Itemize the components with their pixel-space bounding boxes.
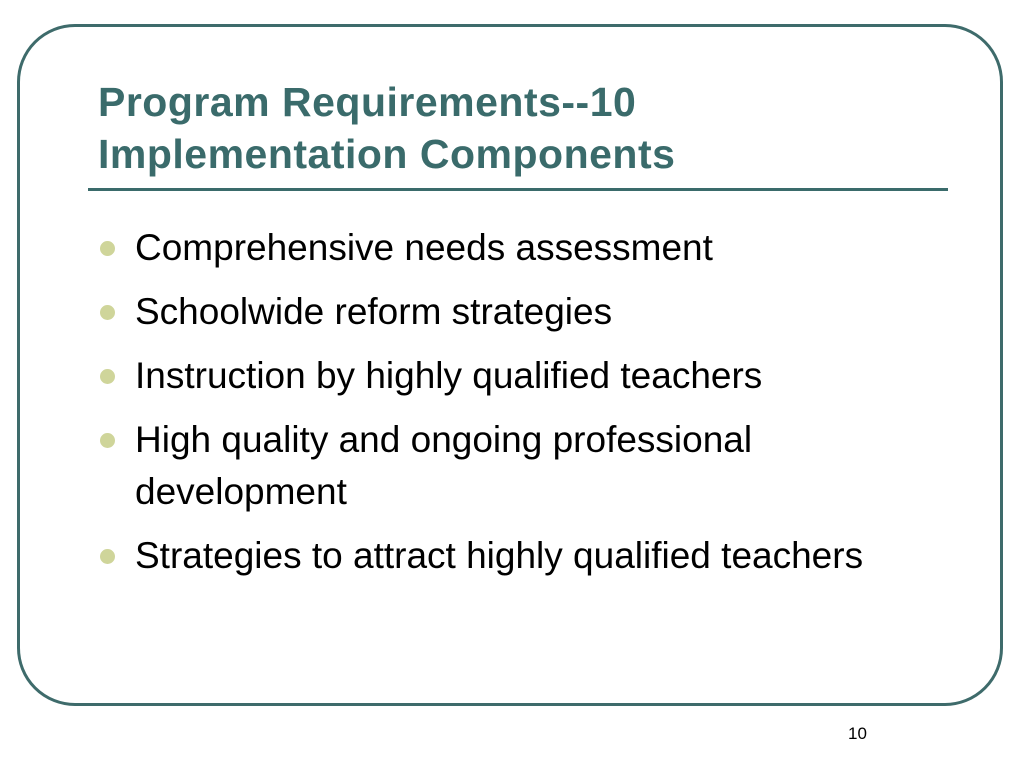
bullet-dot-icon [100, 549, 115, 564]
bullet-text: Instruction by highly qualified teachers [135, 355, 763, 396]
bullet-text: High quality and ongoing professional development [135, 419, 753, 512]
page-number: 10 [848, 724, 867, 743]
title-divider [88, 188, 948, 191]
bullet-list [100, 222, 920, 594]
slide-title [98, 76, 938, 180]
bullet-dot-icon [100, 305, 115, 320]
bullet-item [100, 222, 920, 274]
bullet-text: Strategies to attract highly qualified teachers [135, 535, 864, 576]
bullet-item [100, 530, 920, 582]
slide-title-line-2: Implementation Components [98, 131, 676, 177]
bullet-dot-icon [100, 241, 115, 256]
bullet-dot-icon [100, 433, 115, 448]
bullet-item [100, 286, 920, 338]
bullet-item [100, 414, 920, 518]
bullet-text: Schoolwide reform strategies [135, 291, 613, 332]
bullet-dot-icon [100, 369, 115, 384]
slide-title-line-1: Program Requirements--10 [98, 79, 637, 125]
bullet-text: Comprehensive needs assessment [135, 227, 713, 268]
bullet-item [100, 350, 920, 402]
